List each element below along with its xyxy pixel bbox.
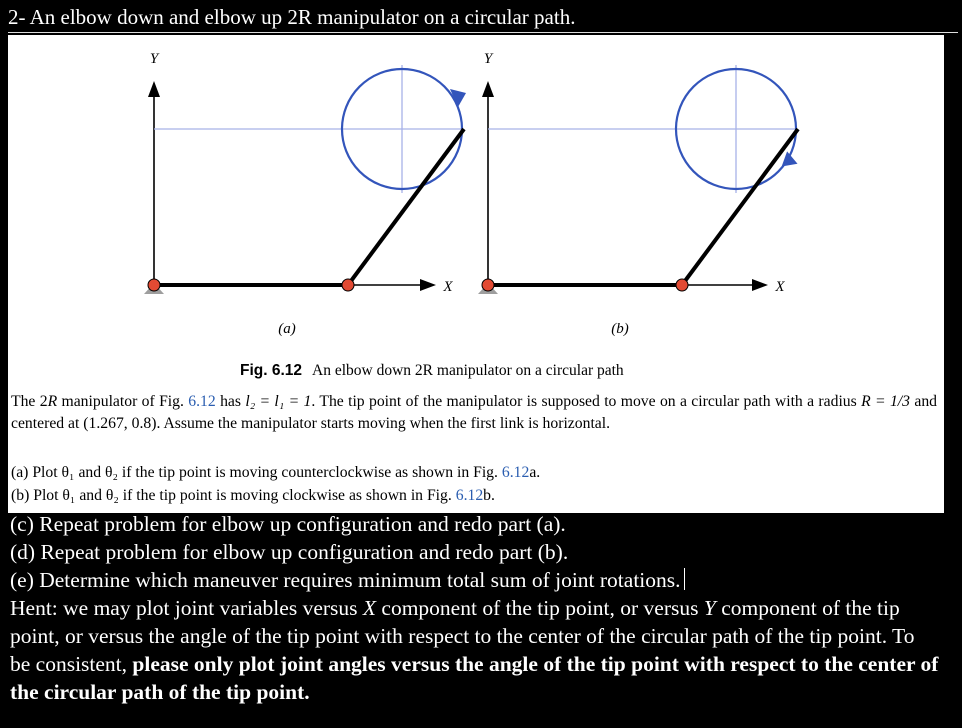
manipulator-figure [8, 35, 944, 365]
panel-b [478, 51, 800, 337]
problem-heading: 2- An elbow down and elbow up 2R manipulator on a circular path. [8, 2, 958, 33]
part-d: (d) Repeat problem for elbow up configuration and redo part (b). [10, 540, 569, 564]
panel-a [144, 51, 466, 337]
y-axis [148, 81, 160, 285]
problem-statement [11, 391, 937, 434]
link-2 [682, 129, 798, 285]
part-e: (e) Determine which maneuver requires minimum total sum of joint rotations. [10, 566, 940, 594]
base-joint [482, 279, 494, 291]
panel-label-b: (b) [611, 321, 629, 337]
intro-text: . The tip point of the manipulator is supposed to move on a circular path with a radius [311, 393, 862, 410]
link-2 [348, 129, 464, 285]
crosshair-guides [488, 65, 796, 193]
x-axis-label: X [443, 279, 453, 295]
figure-link[interactable]: 6.12 [501, 464, 530, 481]
panel-label-a: (a) [278, 321, 296, 337]
textbook-excerpt [8, 35, 944, 513]
additional-parts [10, 510, 940, 706]
y-axis-label: Y [149, 51, 159, 67]
link-length-equation: l₂ = l₁ = 1 [245, 393, 312, 410]
part-a: (a) Plot θ₁ and θ₂ if the tip point is moving counterclockwise as shown in Fig. 6.12a. [11, 464, 541, 481]
caption-text: An elbow down 2R manipulator on a circular path [312, 362, 624, 379]
figure-link[interactable]: 6.12 [455, 487, 484, 504]
radius-equation: R = 1/3 [861, 393, 911, 410]
text-cursor [684, 568, 686, 590]
figure-link[interactable]: 6.12 [188, 393, 216, 410]
intro-text: The 2 [11, 393, 48, 410]
x-axis-label: X [775, 279, 785, 295]
hint-emphasis: please only plot joint angles versus the angle of the tip point with respect to the center of the circular path of the tip point. [10, 652, 939, 704]
intro-text: and centered at (1.267, 0.8). Assume the manipulator starts moving when the first link is horizontal. [11, 393, 938, 432]
hint: Hent: we may plot joint variables versus X component of the tip point, or versus Y component of the tip point, or versus the angle of the tip point with respect to the center of the circular path of the tip point. To be consistent, please only plot joint angles versus the angle of the tip point with respect to the center of the circular path of the tip point. [10, 596, 939, 704]
y-axis-label: Y [483, 51, 493, 67]
base-joint [148, 279, 160, 291]
intro-text: has [215, 393, 246, 410]
y-axis [482, 81, 494, 285]
intro-r: R [47, 393, 58, 410]
caption-number: Fig. 6.12 [240, 362, 303, 379]
part-c: (c) Repeat problem for elbow up configuration and redo part (a). [10, 512, 566, 536]
intro-text: manipulator of Fig. [57, 393, 189, 410]
elbow-joint [342, 279, 354, 291]
crosshair-guides [154, 65, 462, 193]
part-b: (b) Plot θ₁ and θ₂ if the tip point is moving clockwise as shown in Fig. 6.12b. [11, 487, 495, 504]
elbow-joint [676, 279, 688, 291]
figure-caption [240, 362, 624, 380]
